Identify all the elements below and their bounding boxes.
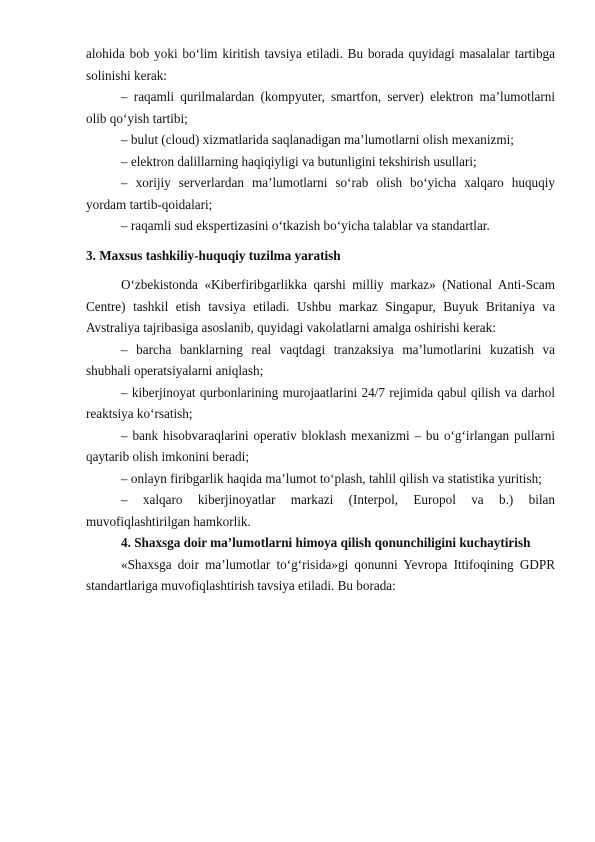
list-item-foreign-servers: – xorijiy serverlardan ma’lumotlarni so‘rab olish bo‘yicha xalqaro huquqiy yordam tartib-qoidalari; [86,175,555,212]
section-heading-3: 3. Maxsus tashkiliy-huquqiy tuzilma yaratish [86,247,341,263]
list-item-international-cooperation: – xalqaro kiberjinoyatlar markazi (Interpol, Europol va b.) bilan muvofiqlashtirilgan hamkorlik. [86,492,555,529]
list-item-device-seizure: – raqamli qurilmalardan (kompyuter, smartfon, server) elektron ma’lumotlarni olib qo‘yish tartibi; [86,89,555,126]
section-heading-4: 4. Shaxsga doir ma’lumotlarni himoya qilish qonunchiligini kuchaytirish [121,535,531,550]
list-item-statistics: – onlayn firibgarlik haqida ma’lumot to‘plash, tahlil qilish va statistika yuritish; [121,470,542,486]
paragraph-gdpr: «Shaxsga doir ma’lumotlar to‘g‘risida»gi qonunni Yevropa Ittifoqining GDPR standartlariga muvofiqlashtirish tavsiya etiladi. Bu borada: [86,556,555,593]
paragraph-intro: alohida bob yoki bo‘lim kiritish tavsiya etiladi. Bu borada quyidagi masalalar tartibga solinishi kerak: [86,46,555,83]
page-content [86,43,555,597]
paragraph-anti-scam-centre: O‘zbekistonda «Kiberfiribgarlikka qarshi milliy markaz» (National Anti-Scam Centre) tashkil etish tavsiya etiladi. Ushbu markaz Singapur, Buyuk Britaniya va Avstraliya tajribasiga asoslanib, quyidagi vakolatlarni amalga oshirishi kerak: [86,277,555,335]
list-item-transaction-monitoring: – barcha banklarning real vaqtdagi tranzaksiya ma’lumotlarini kuzatish va shubhali operatsiyalarni aniqlash; [86,341,555,378]
list-item-forensics-standards: – raqamli sud ekspertizasini o‘tkazish bo‘yicha talablar va standartlar. [121,218,490,233]
list-item-evidence-integrity: – elektron dalillarning haqiqiyligi va butunligini tekshirish usullari; [121,153,477,169]
list-item-victim-reports: – kiberjinoyat qurbonlarining murojaatlarini 24/7 rejimida qabul qilish va darhol reaktsiya ko‘rsatish; [86,384,555,421]
list-item-cloud-data: – bulut (cloud) xizmatlarida saqlanadigan ma’lumotlarni olish mexanizmi; [121,132,514,147]
list-item-account-blocking: – bank hisobvaraqlarini operativ bloklash mexanizmi – bu o‘g‘irlangan pullarni qaytarib olish imkonini beradi; [86,427,555,464]
